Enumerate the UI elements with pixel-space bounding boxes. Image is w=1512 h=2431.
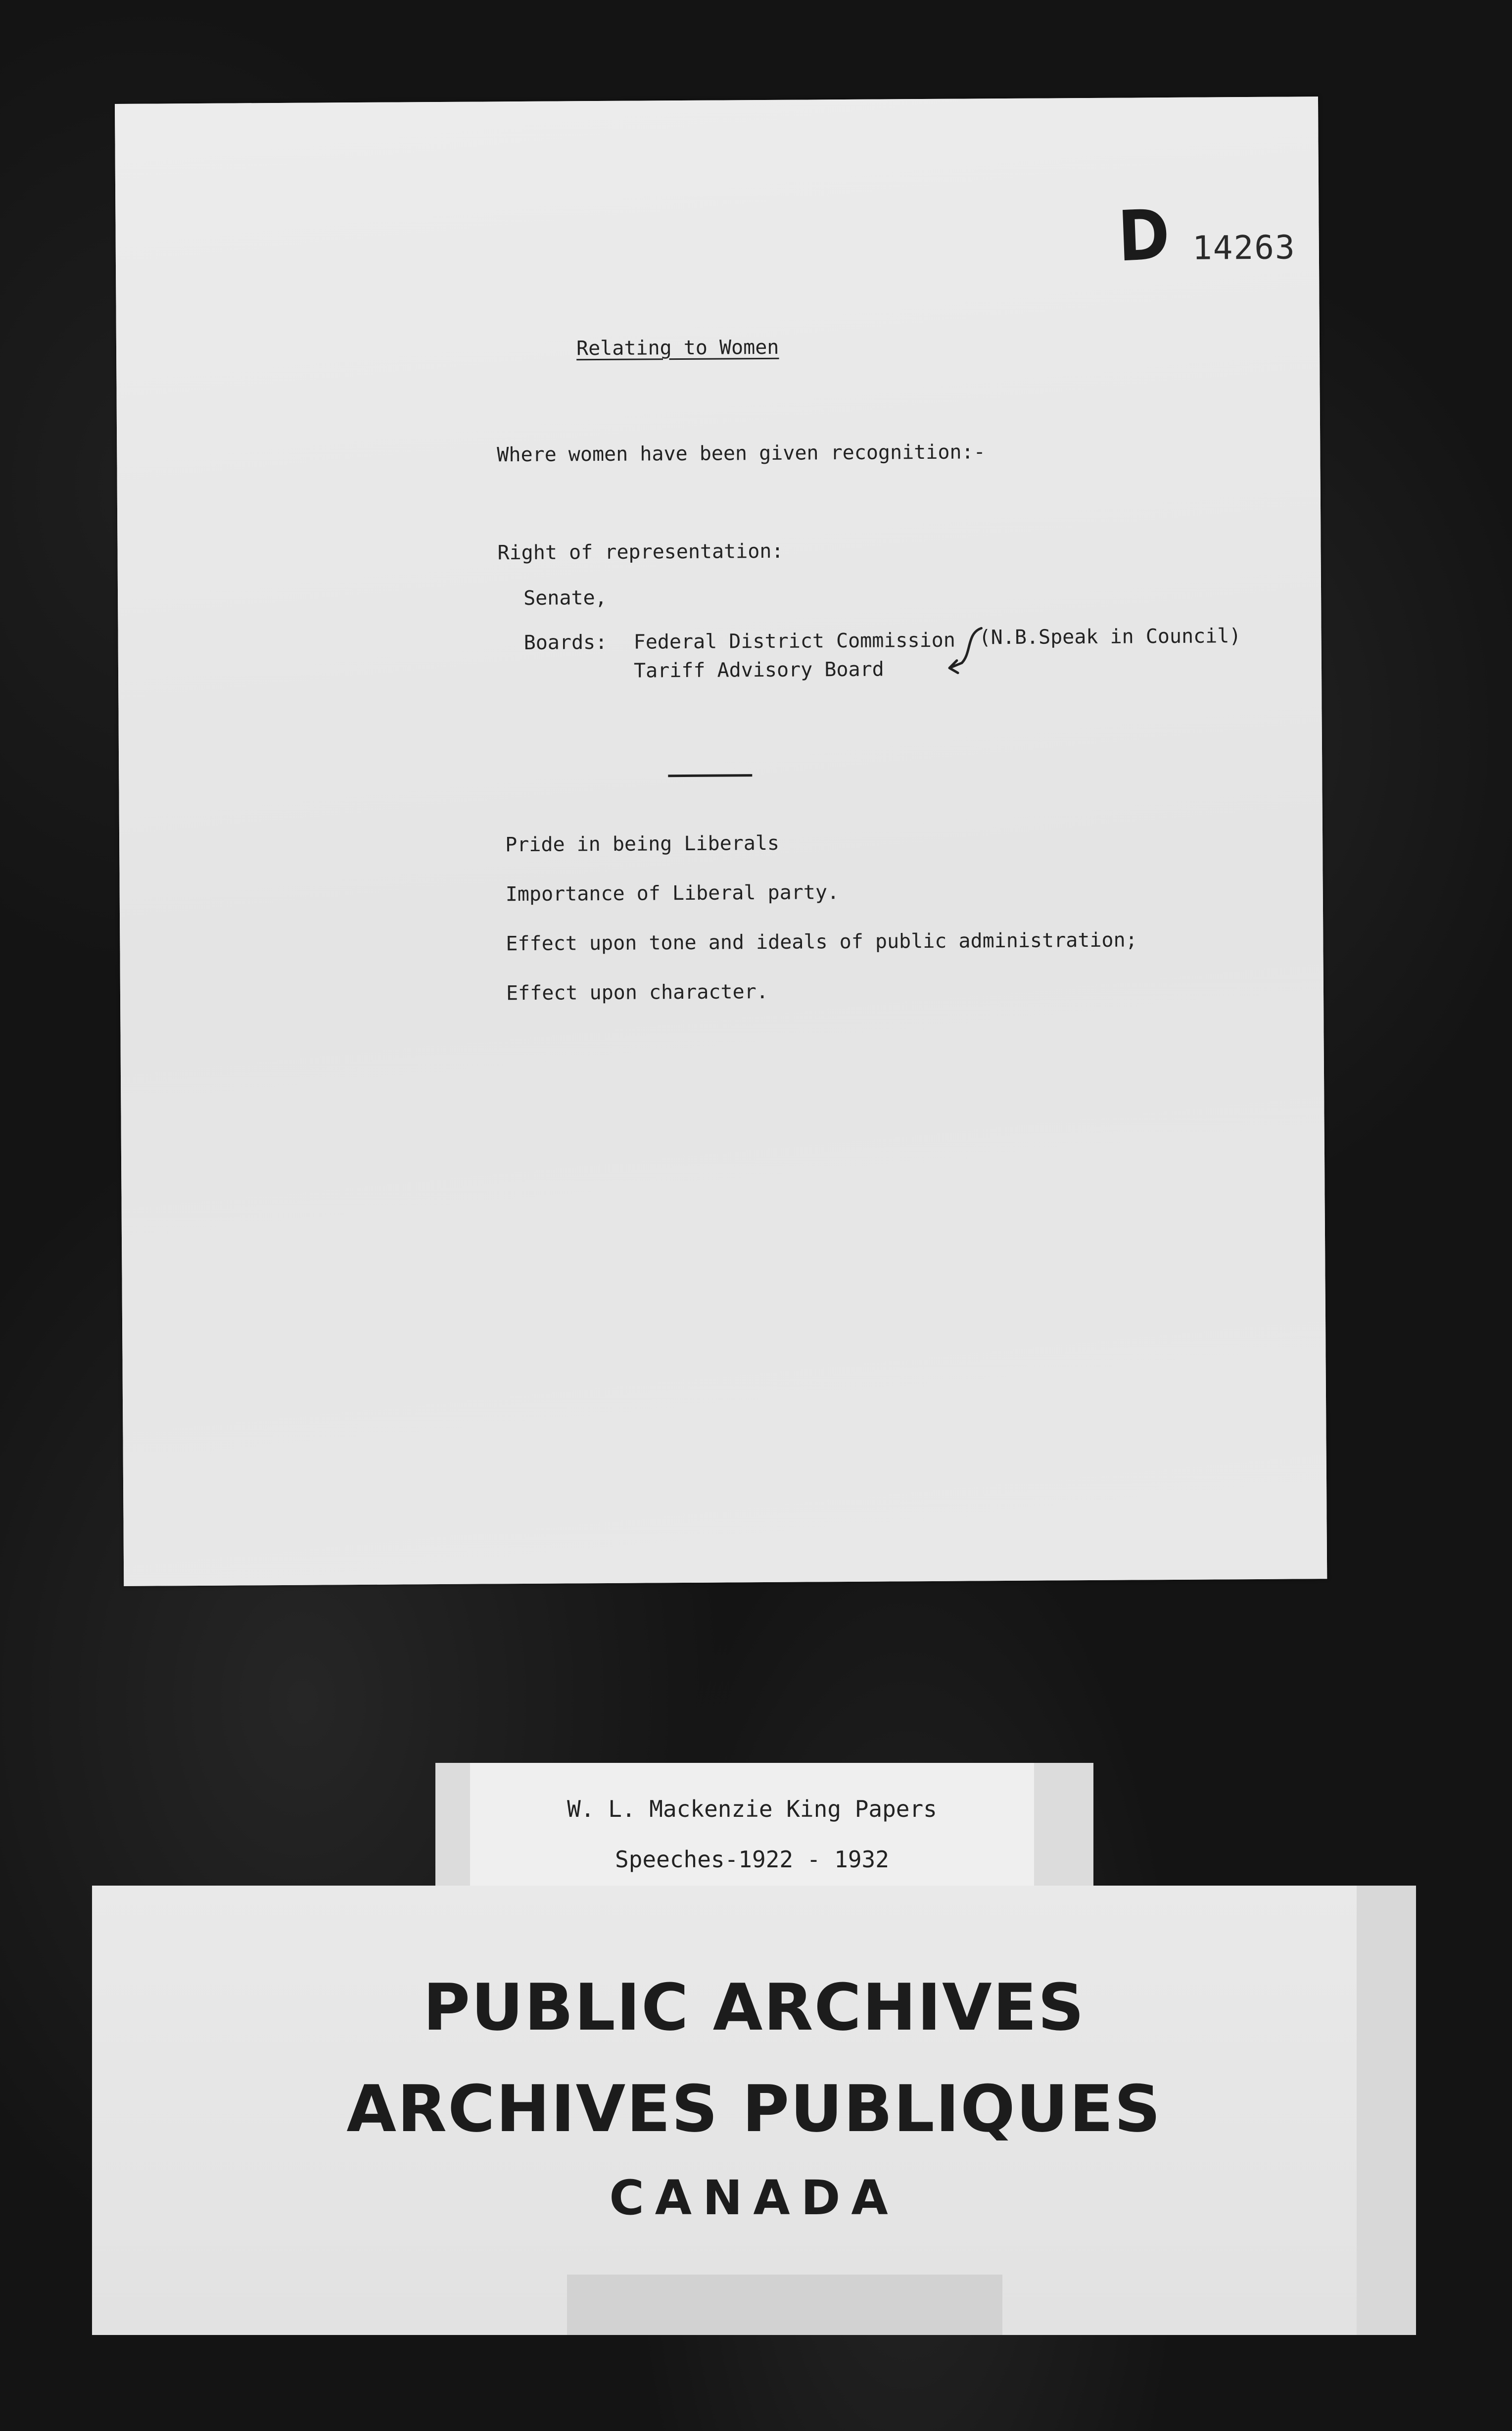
handwritten-arrow-icon — [946, 623, 987, 678]
catalogue-label — [435, 1763, 1093, 1901]
section-divider — [668, 774, 752, 777]
point-line: Importance of Liberal party. — [505, 881, 840, 906]
stamp-country: CANADA — [609, 2170, 899, 2226]
card-tab — [567, 2275, 1002, 2335]
archive-stamp-card — [92, 1886, 1416, 2335]
right-of-representation: Right of representation: — [497, 539, 784, 565]
collection-title: W. L. Mackenzie King Papers — [567, 1796, 937, 1822]
boards-label: Boards: — [523, 631, 608, 654]
board-annotation: (N.B.Speak in Council) — [979, 625, 1241, 649]
stamp-french: ARCHIVES PUBLIQUES — [346, 2071, 1162, 2146]
document-heading: Relating to Women — [576, 336, 779, 360]
point-line: Effect upon tone and ideals of public administration; — [506, 928, 1137, 956]
board-tariff-advisory: Tariff Advisory Board — [633, 658, 884, 682]
stamp-english: PUBLIC ARCHIVES — [423, 1970, 1086, 2045]
file-reference — [1115, 194, 1296, 278]
point-line: Pride in being Liberals — [505, 831, 780, 857]
point-line: Effect upon character. — [506, 980, 768, 1005]
file-number: 14263 — [1192, 228, 1296, 267]
file-letter: D — [1116, 194, 1172, 278]
document-page — [115, 97, 1327, 1586]
senate-line: Senate, — [523, 586, 607, 610]
catalogue-label-card — [470, 1763, 1034, 1901]
intro-line: Where women have been given recognition:- — [497, 440, 986, 467]
board-federal-district: Federal District Commission — [633, 629, 956, 654]
collection-series: Speeches-1922 - 1932 — [615, 1846, 889, 1873]
